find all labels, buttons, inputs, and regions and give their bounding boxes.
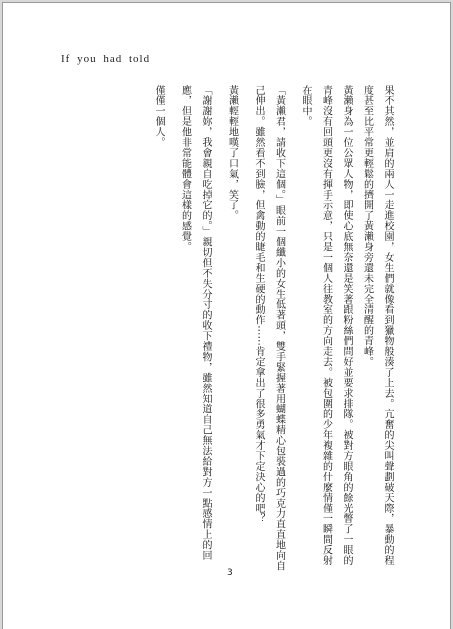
header-title: If you had told	[61, 53, 151, 65]
paragraph: 僅僅一個人。	[153, 85, 164, 148]
document-page	[2, 2, 451, 629]
paragraph: 「黃瀨君，請收下這個。」眼前一個纖小的女生低著頭，雙手緊握著用蝴蝶精心包裝過的巧克力直直地向自己伸出。雖然看不到臉，但禽動的睫毛和生硬的動作⋯⋯肯定拿出了很多勇氣才下定決心的吧？	[253, 85, 285, 572]
paragraph: 果不其然，並肩的兩人一走進校園，女生們就像看到獵物般湊了上去。亢奮的尖叫聲劃破天際，暴動的程度甚至比平常更輕鬆的擠開了黃瀨身旁還未完全清醒的青峰。	[361, 85, 393, 566]
paragraph: 黃瀨輕輕地嘆了口氣，笑了。	[226, 85, 238, 221]
paragraph: 「謝謝妳，我會親自吃掉它的。」親切但不失分寸的收下禮物，雖然知道自己無法給對方一點感情上的回應，但是他非常能體會這樣的感覺。	[179, 85, 211, 561]
paragraph: 黃瀨身為一位公眾人物，即使心底無奈還是笑著跟粉絲們問好並要求排隊。被對方眼角的餘光瞥了一眼的青峰沒有回頭更沒有揮手示意，只是一個人往教室的方向走去。被包圍的少年複雜的什麼情僅一瞬間反射在眼中。	[300, 85, 352, 566]
body-text	[101, 85, 397, 573]
page-number: 3	[227, 568, 233, 578]
